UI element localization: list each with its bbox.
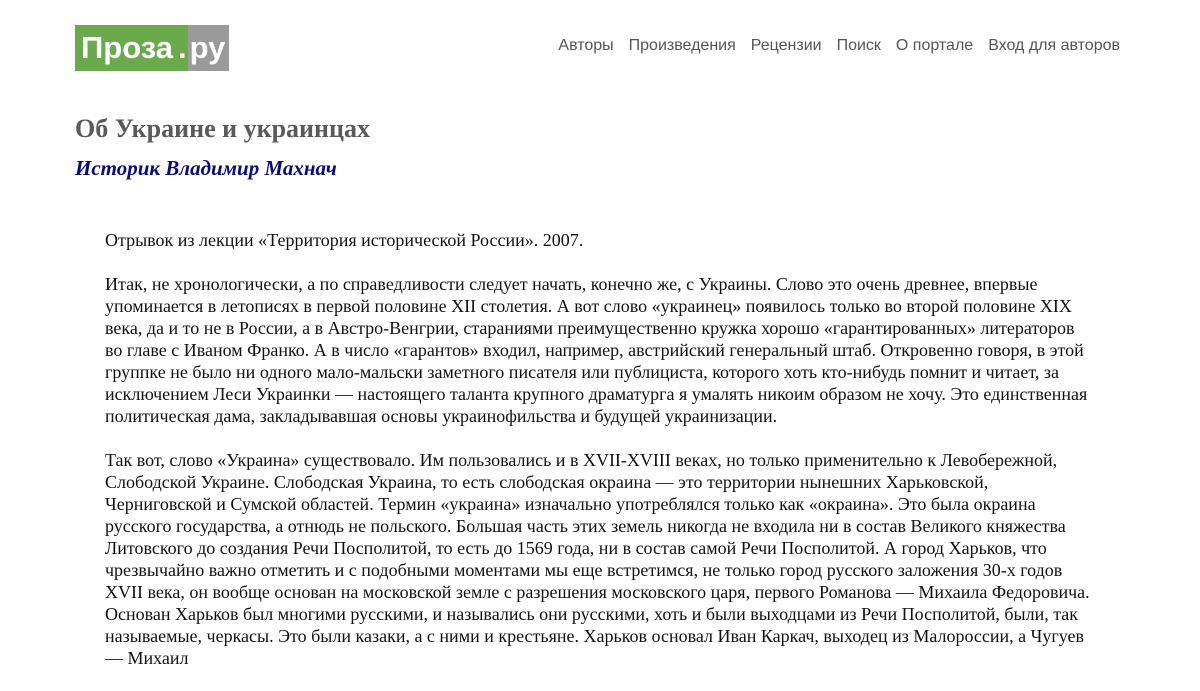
nav-login[interactable]: Вход для авторов — [988, 37, 1120, 54]
paragraph: Так вот, слово «Украина» существовало. Им пользовались и в XVII-XVIII веках, но только применительно к Левобережной, Слободской Украине. Слободская Украина, то есть слободская окраина — это территории нынешних Харьковской, Черниговской и Сумской областей. Термин «украина» изначально употреблялся только как «окраина». Это была окраина русского государства, а отнюдь не польского. Большая часть этих земель никогда не входила ни в состав Великого княжества Литовского до создания Речи Посполитой, то есть до 1569 года, ни в состав самой Речи Посполитой. А город Харьков, что чрезвычайно важно отметить и с подобными моментами мы еще встретимся, не только город русского заложения 30-х годов XVII века, он вообще основан на московской земле с разрешения московского царя, первого Романова — Михаила Федоровича. Основан Харьков был многими русскими, и назывались они русскими, хоть и были выходцами из Речи Посполитой, были, так называемые, черкасы. Это были казаки, а с ними и крестьяне. Харьков основал Иван Каркач, выходец из Малороссии, а Чугуев — Михаил — [105, 450, 1090, 668]
paragraph: Отрывок из лекции «Территория исторической России». 2007. — [105, 230, 584, 250]
nav-search[interactable]: Поиск — [836, 37, 881, 54]
logo-dot: . — [177, 25, 188, 71]
nav-authors[interactable]: Авторы — [558, 37, 614, 54]
nav-reviews[interactable]: Рецензии — [750, 37, 822, 54]
work-title: Об Украине и украинцах — [75, 114, 370, 143]
main-nav — [558, 37, 1120, 55]
nav-about[interactable]: О портале — [895, 37, 974, 54]
logo-main: Проза — [75, 25, 177, 71]
work-text — [105, 229, 1095, 691]
author-link[interactable]: Историк Владимир Махнач — [75, 156, 337, 180]
site-logo[interactable] — [75, 25, 229, 71]
paragraph: Итак, не хронологически, а по справедливости следует начать, конечно же, с Украины. Слово это очень древнее, впервые упоминается в летописях в первой половине XII столетия. А вот слово «украинец» появилось только во второй половине XIX века, да и то не в России, а в Австро-Венгрии, стараниями преимущественно кружка хорошо «гарантированных» литераторов во главе с Иваном Франко. А в число «гарантов» входил, например, австрийский генеральный штаб. Откровенно говоря, в этой группке не было ни одного мало-мальски заметного писателя или публициста, которого хоть кто-нибудь помнит и читает, за исключением Леси Украинки — настоящего таланта крупного драматурга я умалять никоим образом не хочу. Это единственная политическая дама, закладывавшая основы украинофильства и будущей украинизации. — [105, 274, 1088, 426]
nav-works[interactable]: Произведения — [628, 37, 736, 54]
logo-suffix: ру — [188, 25, 230, 71]
site-header — [75, 25, 1120, 71]
